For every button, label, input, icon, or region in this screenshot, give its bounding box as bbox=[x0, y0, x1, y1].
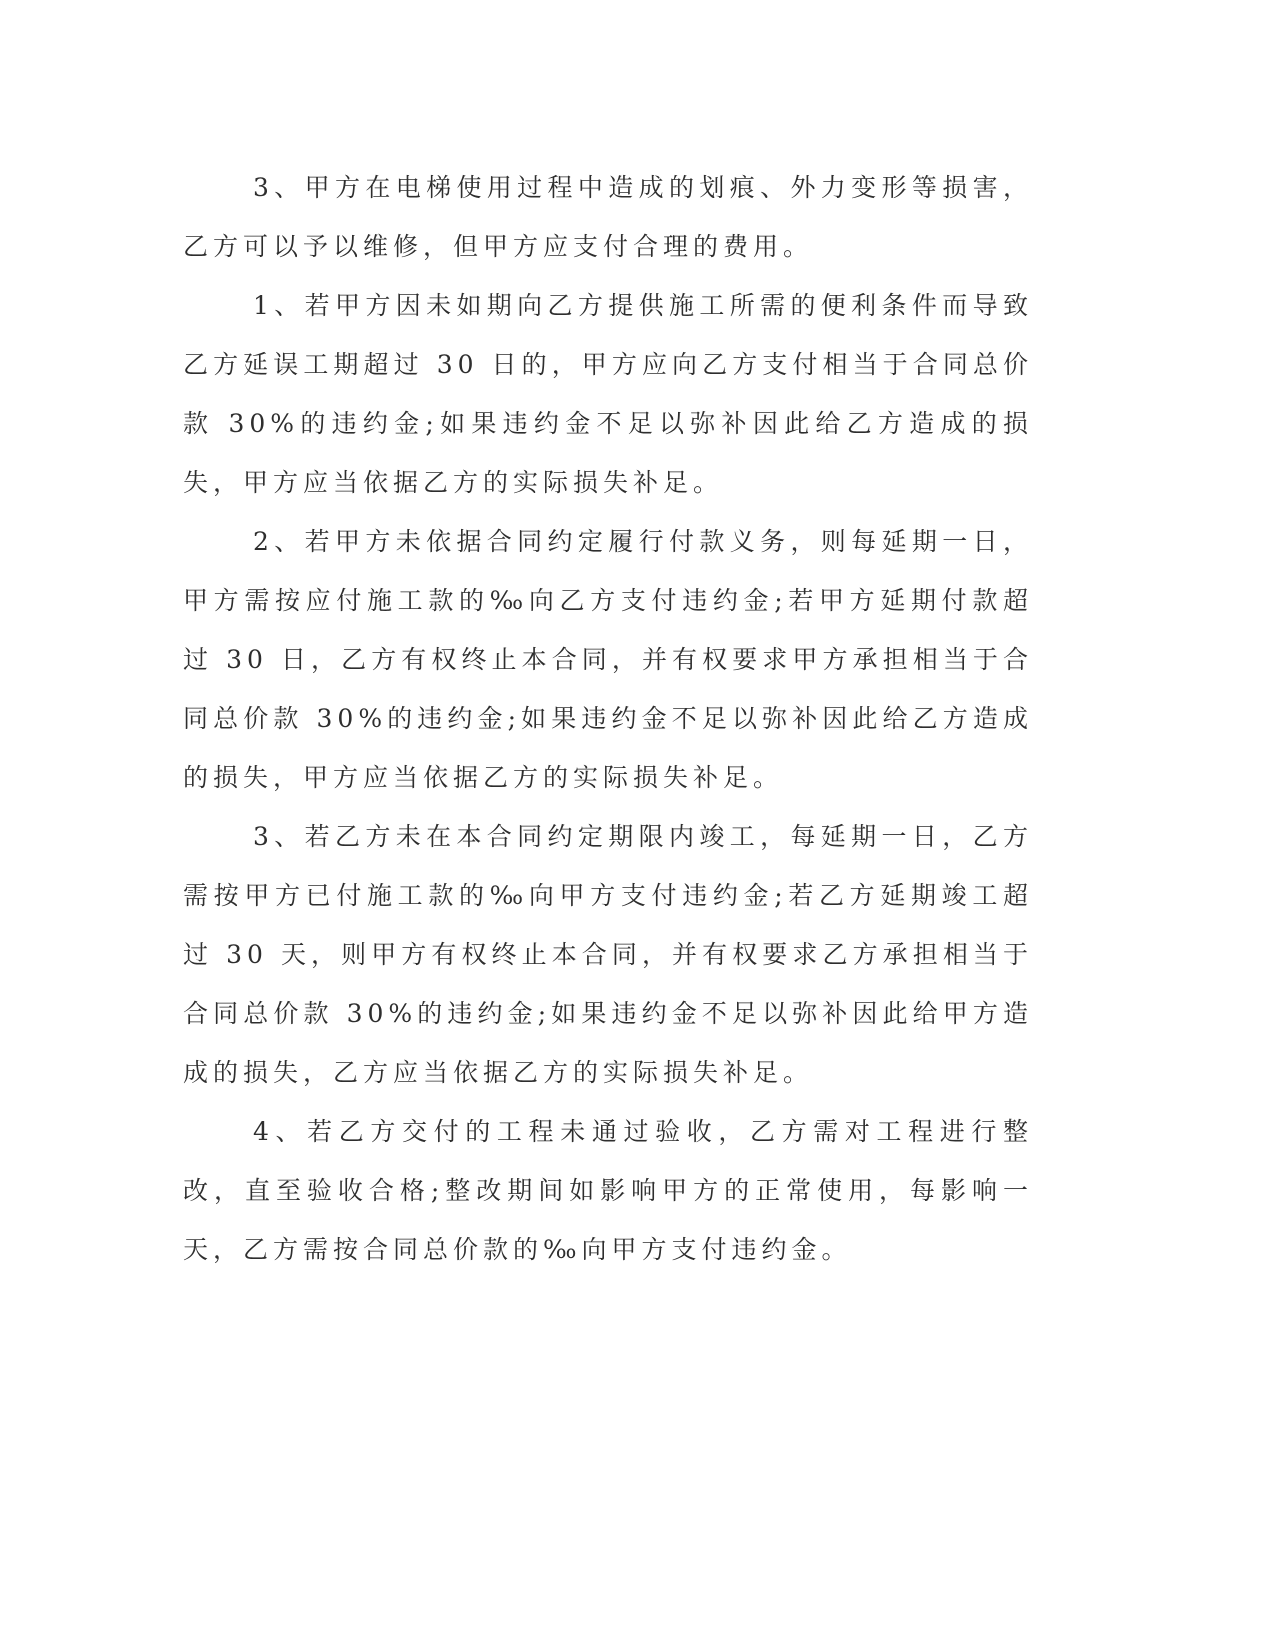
paragraph-clause-3: 3、若乙方未在本合同约定期限内竣工，每延期一日，乙方需按甲方已付施工款的‰向甲方支付违约金;若乙方延期竣工超过 30 天，则甲方有权终止本合同，并有权要求乙方承担相当于合同总价款 30%的违约金;如果违约金不足以弥补因此给甲方造成的损失，乙方应当依据乙方的实际损失补足。 bbox=[183, 822, 1033, 1087]
paragraph-damage-repair: 3、甲方在电梯使用过程中造成的划痕、外力变形等损害，乙方可以予以维修，但甲方应支付合理的费用。 bbox=[183, 173, 1033, 261]
paragraph-clause-4: 4、若乙方交付的工程未通过验收，乙方需对工程进行整改，直至验收合格;整改期间如影响甲方的正常使用，每影响一天，乙方需按合同总价款的‰向甲方支付违约金。 bbox=[183, 1117, 1033, 1264]
document-body bbox=[183, 158, 1033, 1279]
paragraph-clause-1: 1、若甲方因未如期向乙方提供施工所需的便利条件而导致乙方延误工期超过 30 日的，甲方应向乙方支付相当于合同总价款 30%的违约金;如果违约金不足以弥补因此给乙方造成的损失，甲方应当依据乙方的实际损失补足。 bbox=[183, 291, 1033, 497]
paragraph-clause-2: 2、若甲方未依据合同约定履行付款义务，则每延期一日，甲方需按应付施工款的‰向乙方支付违约金;若甲方延期付款超过 30 日，乙方有权终止本合同，并有权要求甲方承担相当于合同总价款 30%的违约金;如果违约金不足以弥补因此给乙方造成的损失，甲方应当依据乙方的实际损失补足。 bbox=[183, 527, 1033, 792]
